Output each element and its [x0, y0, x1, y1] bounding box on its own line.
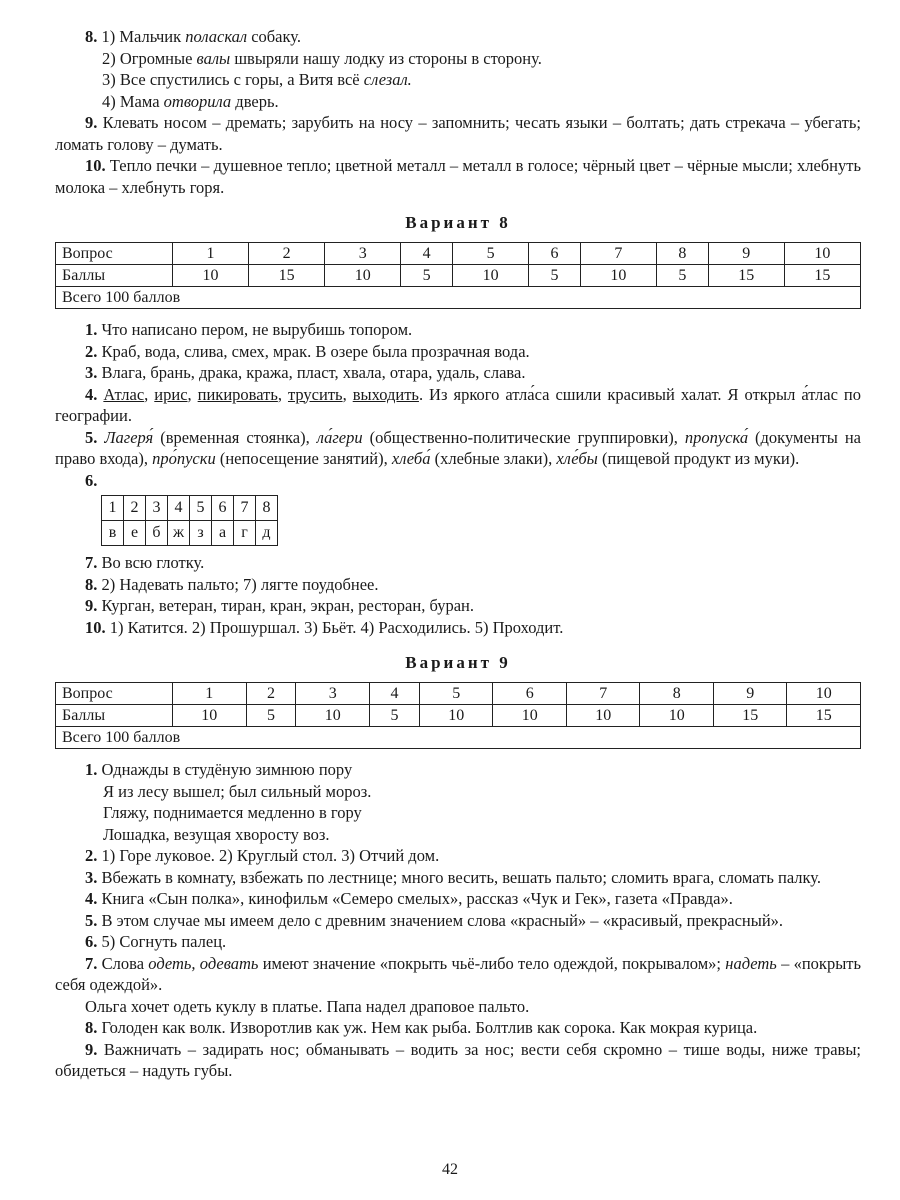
table-cell: 5	[656, 265, 708, 287]
v8-answer-10: 10. 1) Катится. 2) Прошуршал. 3) Бьёт. 4) Расходились. 5) Проходит.	[85, 617, 564, 637]
v8-answer-6: 6.	[85, 470, 98, 490]
table-cell: д	[256, 521, 278, 546]
table-cell: 10	[296, 705, 370, 727]
v9-answer-8: 8. Голоден как волк. Изворотлив как уж. Нем как рыба. Болтлив как сорока. Как мокрая курица.	[85, 1018, 758, 1037]
table-cell: 2	[124, 496, 146, 521]
v8-answer-2: 2. Краб, вода, слива, смех, мрак. В озере была прозрачная вода.	[85, 341, 530, 361]
table-cell: 15	[784, 265, 860, 287]
table-cell: 10	[419, 705, 493, 727]
table-cell: 9	[713, 683, 787, 705]
v9-answer-4: 4. Книга «Сын полка», кинофильм «Семеро смелых», рассказ «Чук и Гек», газета «Правда».	[85, 889, 733, 908]
table-cell: 10	[784, 243, 860, 265]
table-cell: 8	[256, 496, 278, 521]
page-number: 42	[442, 1161, 458, 1178]
table-row	[56, 705, 861, 727]
poem-line: Я из лесу вышел; был сильный мороз.	[103, 781, 372, 801]
table-cell: з	[190, 521, 212, 546]
table-cell: 10	[453, 265, 529, 287]
q10-answer: 10. Тепло печки – душевное тепло; цветной металл – металл в голосе; чёрный цвет – чёрные мысли; хлебнуть молока – хлебнуть горя.	[55, 156, 861, 197]
q9-answer: 9. Клевать носом – дремать; зарубить на носу – запомнить; чесать языки – болтать; дать стрекача – убегать; ломать голову – думать.	[55, 113, 861, 154]
table-row	[56, 265, 861, 287]
table-row	[102, 496, 278, 521]
table-cell: г	[234, 521, 256, 546]
variant-8-score-table	[55, 242, 861, 309]
table-cell: 8	[640, 683, 714, 705]
table-cell: 10	[173, 265, 249, 287]
v8-answer-8: 8. 2) Надевать пальто; 7) лягте поудобнее.	[85, 574, 379, 594]
table-cell: 5	[401, 265, 453, 287]
table-cell: 1	[173, 683, 247, 705]
table-cell: 10	[566, 705, 640, 727]
table-cell: 5	[453, 243, 529, 265]
q8-line2: 2) Огромные валы швыряли нашу лодку из стороны в сторону.	[102, 48, 542, 68]
table-cell: 7	[580, 243, 656, 265]
q8-line1: 8. 1) Мальчик поласкал собаку.	[85, 27, 302, 46]
table-cell: 10	[325, 265, 401, 287]
page-content	[55, 26, 861, 1082]
table-cell: Вопрос	[56, 683, 173, 705]
table-total: Всего 100 баллов	[56, 287, 861, 309]
table-cell: 2	[249, 243, 325, 265]
table-cell: 10	[640, 705, 714, 727]
table-cell: 5	[246, 705, 296, 727]
table-cell: 7	[234, 496, 256, 521]
table-row	[56, 287, 861, 309]
v8-answer-9: 9. Курган, ветеран, тиран, кран, экран, ресторан, буран.	[85, 596, 475, 615]
table-cell: 9	[708, 243, 784, 265]
table-cell: Вопрос	[56, 243, 173, 265]
table-cell: ж	[168, 521, 190, 546]
table-cell: 15	[713, 705, 787, 727]
v8-answer-6-table	[101, 495, 278, 546]
table-row	[102, 521, 278, 546]
table-cell: 6	[529, 243, 581, 265]
table-cell: 5	[369, 705, 419, 727]
table-cell: 3	[296, 683, 370, 705]
v8-answer-3: 3. Влага, брань, драка, кража, пласт, хвала, отара, удаль, слава.	[85, 363, 526, 382]
table-cell: 5	[419, 683, 493, 705]
table-cell: 1	[173, 243, 249, 265]
v9-answer-9: 9. Важничать – задирать нос; обманывать – водить за нос; вести себя скромно – тише воды, ниже травы; обидеться – надуть губы.	[55, 1039, 861, 1080]
v8-answer-5: 5. Лагеря́ (временная стоянка), ла́гери (общественно-политические группировки), пропуска́ (документы на право входа), про́пуски (непосещение занятий), хлеба́ (хлебные злаки), хле́бы (пищевой продукт из муки).	[55, 427, 862, 468]
table-cell: 7	[566, 683, 640, 705]
v9-answer-7-example: Ольга хочет одеть куклу в платье. Папа надел драповое пальто.	[85, 996, 530, 1016]
table-cell: 15	[787, 705, 861, 727]
table-cell: 10	[173, 705, 247, 727]
v9-answer-1: 1. Однажды в студёную зимнюю пору	[85, 760, 353, 779]
table-cell: а	[212, 521, 234, 546]
table-cell: 8	[656, 243, 708, 265]
table-cell: 3	[325, 243, 401, 265]
table-cell: Баллы	[56, 265, 173, 287]
variant-9-heading: Вариант 9	[405, 653, 511, 672]
v8-answer-4: 4. Атлас, ирис, пикировать, трусить, выходить. Из яркого атла́са сшили красивый халат. Я открыл а́тлас по географии.	[55, 384, 862, 425]
table-total: Всего 100 баллов	[56, 727, 861, 749]
table-cell: 10	[787, 683, 861, 705]
table-cell: б	[146, 521, 168, 546]
table-cell: 5	[529, 265, 581, 287]
table-cell: 3	[146, 496, 168, 521]
table-cell: е	[124, 521, 146, 546]
v9-answer-6: 6. 5) Согнуть палец.	[85, 932, 227, 951]
q8-line3: 3) Все спустились с горы, а Витя всё слезал.	[102, 70, 412, 89]
v9-answer-5: 5. В этом случае мы имеем дело с древним значением слова «красный» – «красивый, прекрасный».	[85, 910, 784, 930]
variant-8-heading: Вариант 8	[405, 213, 511, 232]
table-cell: в	[102, 521, 124, 546]
poem-line: Лошадка, везущая хворосту воз.	[103, 824, 330, 844]
table-row	[56, 683, 861, 705]
v8-answer-7: 7. Во всю глотку.	[85, 553, 205, 572]
table-cell: 6	[212, 496, 234, 521]
q8-line4: 4) Мама отворила дверь.	[102, 91, 279, 111]
table-cell: 2	[246, 683, 296, 705]
poem-line: Гляжу, поднимается медленно в гору	[103, 803, 362, 822]
table-cell: 6	[493, 683, 567, 705]
table-cell: 10	[493, 705, 567, 727]
v9-answer-2: 2. 1) Горе луковое. 2) Круглый стол. 3) Отчий дом.	[85, 846, 440, 865]
table-cell: 4	[168, 496, 190, 521]
table-cell: 15	[708, 265, 784, 287]
v9-answer-3: 3. Вбежать в комнату, взбежать по лестнице; много весить, вешать пальто; сломить врага, сломать палку.	[85, 867, 822, 887]
table-cell: Баллы	[56, 705, 173, 727]
table-cell: 15	[249, 265, 325, 287]
table-row	[56, 727, 861, 749]
v9-answer-7: 7. Слова одеть, одевать имеют значение «покрыть чьё-либо тело одеждой, покрывалом»; надеть – «покрыть себя одеждой».	[55, 953, 862, 994]
table-cell: 1	[102, 496, 124, 521]
table-cell: 4	[369, 683, 419, 705]
table-cell: 5	[190, 496, 212, 521]
table-cell: 4	[401, 243, 453, 265]
v8-answer-1: 1. Что написано пером, не вырубишь топором.	[85, 320, 413, 339]
table-cell: 10	[580, 265, 656, 287]
table-row	[56, 243, 861, 265]
variant-9-score-table	[55, 682, 861, 749]
